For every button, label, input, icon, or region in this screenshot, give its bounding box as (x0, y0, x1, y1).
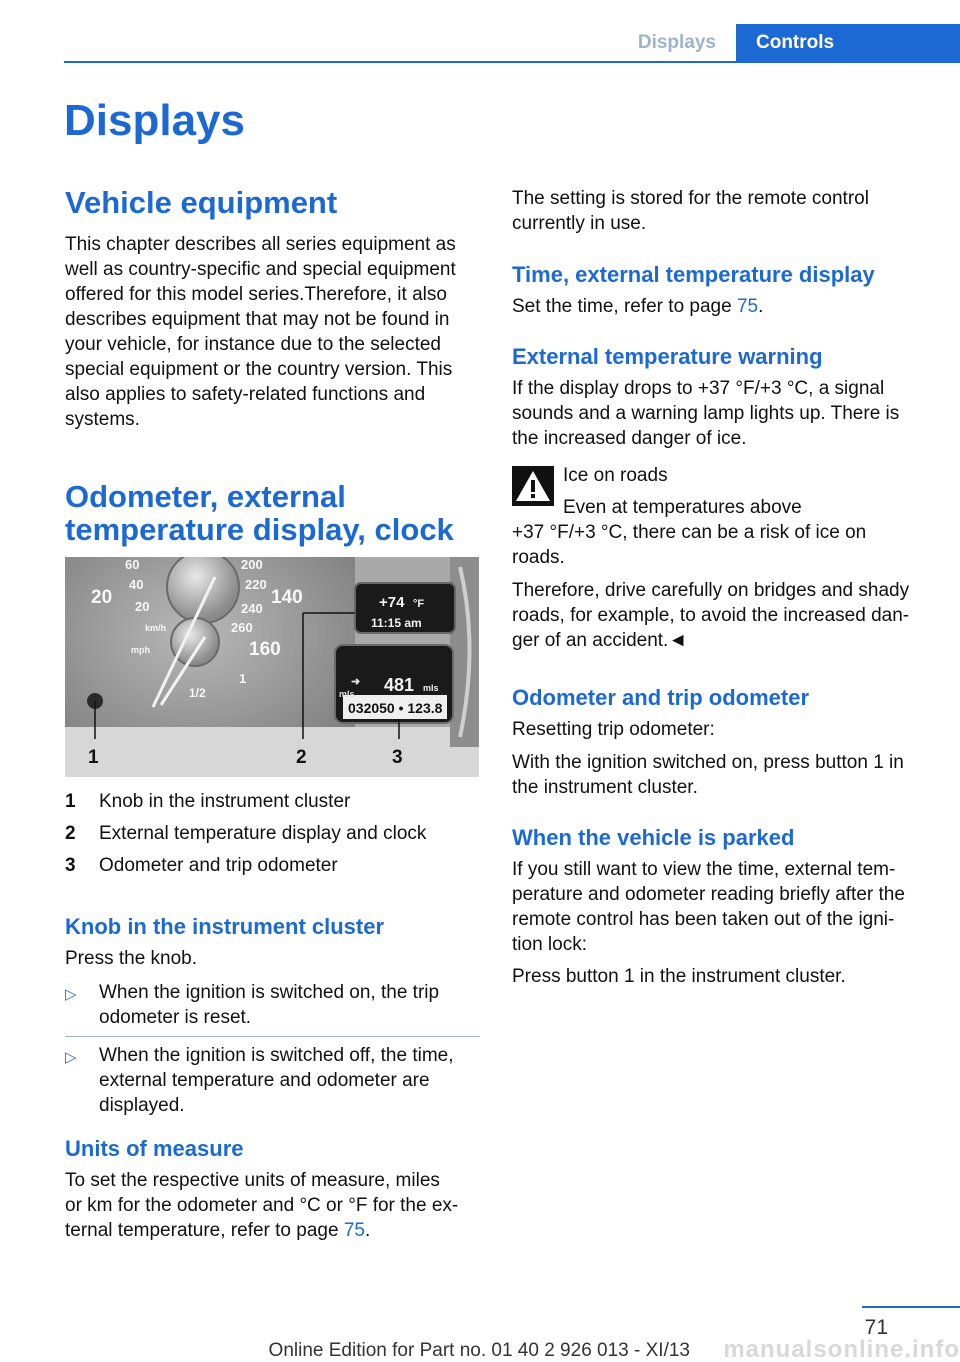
gauge-number: 20 (135, 599, 150, 614)
watermark: manualsonline.info (723, 1336, 960, 1362)
trip-line: Resetting trip odometer: (512, 719, 715, 740)
text-line: sounds and a warning lamp lights up. There is (512, 403, 900, 424)
text-line: roads. (512, 547, 565, 568)
text-line: currently in use. (512, 213, 647, 234)
text-line: tion lock: (512, 934, 587, 955)
gauge-number: 260 (231, 620, 253, 635)
text-span: . (364, 1220, 371, 1241)
clock-readout: 11:15 am (371, 616, 422, 630)
bullet-line: odometer is reset. (99, 1007, 252, 1028)
text-line: If the display drops to +37 °F/+3 °C, a signal (512, 378, 885, 399)
temp-unit: °F (413, 598, 425, 610)
time-display-text (512, 294, 763, 319)
bullet-triangle-icon: ▷ (65, 1049, 77, 1066)
vehicle-equipment-text (65, 232, 485, 432)
text-line (65, 1218, 485, 1243)
text-line: This chapter describes all series equipment as (65, 234, 456, 255)
parked-press: Press button 1 in the instrument cluster. (512, 966, 846, 987)
text-line: the increased danger of ice. (512, 428, 747, 449)
text-line: perature and odometer reading briefly after the (512, 884, 905, 905)
text-line: offered for this model series.Therefore, it also (65, 284, 447, 305)
bullet-item (65, 1043, 480, 1118)
legend-number: 1 (65, 791, 76, 812)
callout-3: 3 (392, 747, 403, 768)
unit-mph: mph (131, 645, 150, 655)
heading-odometer-line2: temperature display, clock (65, 512, 454, 547)
bullet-line: When the ignition is switched on, the trip (99, 982, 440, 1003)
callout-2: 2 (296, 747, 307, 768)
text-line: ger of an accident.◄ (512, 630, 688, 651)
gauge-number: 240 (241, 601, 263, 616)
tab-displays[interactable]: Displays (618, 24, 736, 62)
legend-row (65, 821, 485, 853)
heading-time-display: Time, external temperature display (512, 262, 875, 287)
warning-text (512, 520, 937, 570)
odometer-readout: 032050 • 123.8 (348, 700, 443, 716)
svg-text:➜: ➜ (351, 676, 361, 688)
warning-line: Even at temperatures above (563, 497, 802, 518)
text-line: describes equipment that may not be found in (65, 309, 450, 330)
temp-readout: +74 (379, 594, 405, 611)
bullet-line: displayed. (99, 1095, 185, 1116)
header-tabs (618, 24, 960, 62)
gauge-number: 140 (271, 587, 303, 608)
page-number: 71 (864, 1316, 888, 1339)
bullet-item (65, 980, 480, 1030)
bullet-line: When the ignition is switched off, the time, (99, 1045, 454, 1066)
trip-text (512, 750, 937, 800)
heading-odometer (65, 480, 454, 546)
text-span: ternal temperature, refer to page (65, 1220, 344, 1241)
gauge-number: 60 (125, 557, 140, 572)
instrument-cluster-figure (65, 557, 479, 777)
header-rule (64, 61, 960, 63)
page-link-75[interactable]: 75 (736, 296, 759, 317)
temp-warning-text (512, 376, 937, 451)
warning-triangle-icon (512, 466, 554, 506)
units-text (65, 1168, 485, 1243)
gauge-number: 20 (91, 587, 113, 608)
text-line: also applies to safety-related functions and (65, 384, 426, 405)
text-line: To set the respective units of measure, miles (65, 1170, 440, 1191)
gauge-number: 1/2 (189, 686, 206, 700)
text-span: . (758, 296, 764, 317)
gauge-number: 200 (241, 557, 263, 572)
knob-intro: Press the knob. (65, 948, 198, 969)
gauge-number: 40 (129, 577, 144, 592)
text-line: With the ignition switched on, press button 1 in (512, 752, 904, 773)
range-label: mls (339, 689, 355, 699)
legend-text: External temperature display and clock (99, 823, 427, 844)
heading-parked: When the vehicle is parked (512, 825, 795, 850)
text-line: The setting is stored for the remote control (512, 188, 869, 209)
callout-1: 1 (88, 747, 99, 768)
warning-title: Ice on roads (563, 465, 668, 486)
parked-text (512, 857, 937, 957)
text-line: or km for the odometer and °C or °F for the ex- (65, 1195, 459, 1216)
text-line: systems. (65, 409, 140, 430)
heading-temp-warning: External temperature warning (512, 344, 823, 369)
legend-text: Odometer and trip odometer (99, 855, 338, 876)
bullet-divider (65, 1036, 480, 1037)
tab-controls[interactable]: Controls (736, 24, 960, 62)
edition-note: Online Edition for Part no. 01 40 2 926 013 - XI/13 (268, 1340, 690, 1361)
unit-kmh: km/h (145, 623, 167, 633)
gauge-number: 160 (249, 639, 281, 660)
text-line: If you still want to view the time, external tem- (512, 859, 896, 880)
page-link-75[interactable]: 75 (343, 1220, 365, 1241)
text-line: special equipment or the country version. This (65, 359, 453, 380)
text-line: your vehicle, for instance due to the selected (65, 334, 442, 355)
legend-row (65, 789, 485, 821)
range-readout: 481 (384, 675, 415, 695)
text-line: well as country-specific and special equipment (65, 259, 456, 280)
page-title: Displays (64, 96, 245, 145)
text-span: Set the time, refer to page (512, 296, 737, 317)
range-unit: mls (423, 683, 439, 693)
text-line: +37 °F/+3 °C, there can be a risk of ice on (512, 522, 867, 543)
heading-knob: Knob in the instrument cluster (65, 914, 385, 939)
heading-trip-odometer: Odometer and trip odometer (512, 685, 810, 710)
heading-vehicle-equipment: Vehicle equipment (65, 185, 338, 220)
heading-units: Units of measure (65, 1136, 244, 1161)
therefore-text (512, 578, 937, 653)
bullet-triangle-icon: ▷ (65, 986, 77, 1003)
gauge-number: 220 (245, 577, 267, 592)
legend-number: 3 (65, 855, 76, 876)
legend-row (65, 853, 485, 885)
footer-rule (862, 1306, 960, 1308)
figure-legend (65, 789, 485, 885)
gauge-number: 1 (239, 671, 247, 686)
knob-bullets (65, 980, 480, 1118)
instrument-cluster-illustration (65, 557, 479, 777)
text-line: roads, for example, to avoid the increased dan- (512, 605, 910, 626)
text-line: remote control has been taken out of the igni- (512, 909, 895, 930)
remote-setting-text (512, 186, 937, 236)
bullet-line: external temperature and odometer are (99, 1070, 430, 1091)
heading-odometer-line1: Odometer, external (65, 479, 346, 514)
text-line: Therefore, drive carefully on bridges and shady (512, 580, 910, 601)
legend-text: Knob in the instrument cluster (99, 791, 351, 812)
text-line: the instrument cluster. (512, 777, 698, 798)
legend-number: 2 (65, 823, 76, 844)
